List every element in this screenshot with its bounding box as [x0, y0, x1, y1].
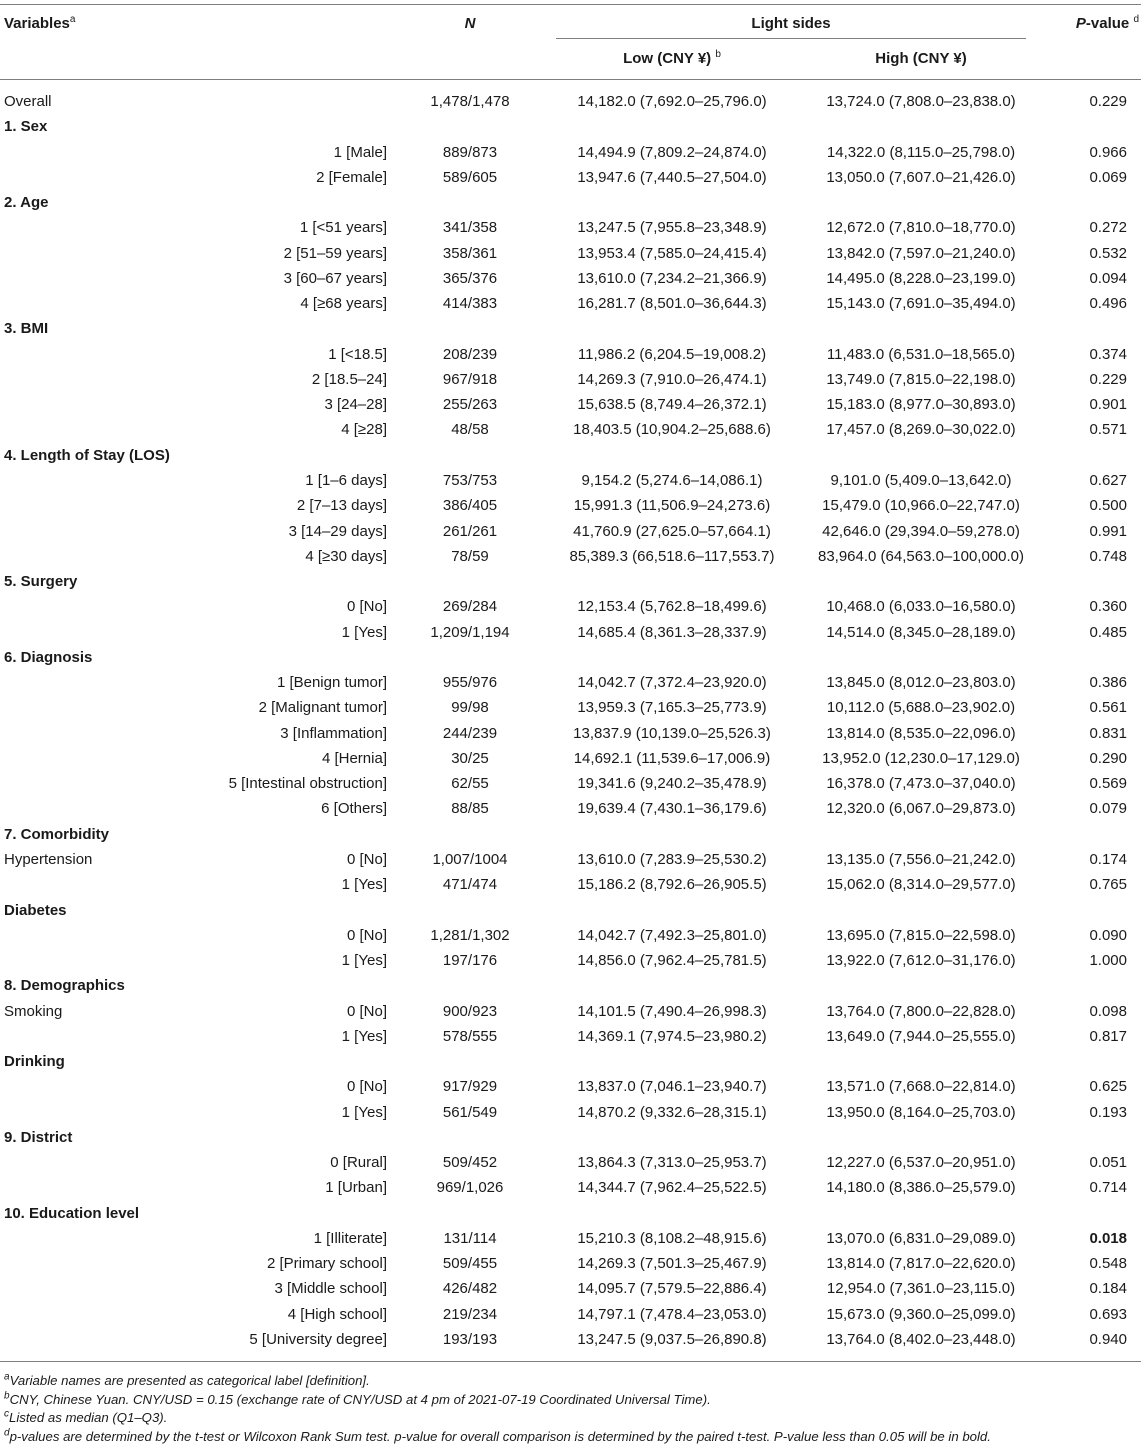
- table-section-row: [0, 569, 1141, 594]
- table-body: [0, 89, 1141, 1352]
- table-row: [0, 468, 1141, 493]
- cell-high-cost: 13,842.0 (7,597.0–21,240.0): [826, 244, 1016, 262]
- cell-p-value: 0.831: [1089, 724, 1127, 742]
- cell-n: 78/59: [451, 547, 489, 565]
- cell-p-value: 0.693: [1089, 1305, 1127, 1323]
- table-section-row: [0, 190, 1141, 215]
- cell-p-value: 0.548: [1089, 1255, 1127, 1273]
- cell-low-cost: 14,870.2 (9,332.6–28,315.1): [577, 1103, 767, 1121]
- cell-low-cost: 14,692.1 (11,539.6–17,006.9): [573, 749, 771, 767]
- light-sides-underline: [556, 38, 1026, 39]
- cell-category: 5 [University degree]: [249, 1331, 387, 1349]
- cell-low-cost: 15,991.3 (11,506.9–24,273.6): [573, 497, 771, 515]
- cell-category: 2 [Primary school]: [266, 1255, 387, 1273]
- table-row: [0, 1024, 1141, 1049]
- cell-p-value: 0.098: [1089, 1002, 1127, 1020]
- cell-n: 88/85: [451, 800, 489, 818]
- cell-high-cost: 13,571.0 (7,668.0–22,814.0): [826, 1078, 1016, 1096]
- cell-high-cost: 15,479.0 (10,966.0–22,747.0): [822, 497, 1020, 515]
- cell-category: 0 [No]: [346, 598, 387, 616]
- cell-low-cost: 13,959.3 (7,165.3–25,773.9): [577, 699, 767, 717]
- cell-high-cost: 10,468.0 (6,033.0–16,580.0): [826, 598, 1016, 616]
- cell-p-value: 0.229: [1089, 93, 1127, 110]
- cell-p-value: 0.748: [1089, 547, 1127, 565]
- cell-category: 1 [Yes]: [341, 876, 387, 894]
- table-row: [0, 1150, 1141, 1175]
- cell-p-value: 0.229: [1089, 370, 1127, 388]
- footnote: $^b$CNY, Chinese Yuan. CNY/USD = 0.15 (exchange rate of CNY/USD at 4 pm of 2021-07-19 Coordinated Universal Time).: [4, 1390, 711, 1407]
- cell-high-cost: 13,135.0 (7,556.0–21,242.0): [826, 850, 1016, 868]
- cell-category: 2 [51–59 years]: [283, 244, 387, 262]
- cell-n: 131/114: [443, 1229, 497, 1247]
- cell-p-value: 0.374: [1089, 345, 1127, 363]
- cell-p-value: 0.532: [1089, 244, 1127, 262]
- cell-category: 1 [<18.5]: [328, 345, 387, 363]
- cell-n: 753/753: [442, 471, 498, 489]
- cell-low-cost: 15,638.5 (8,749.4–26,372.1): [577, 396, 767, 414]
- cell-category: 5 [Intestinal obstruction]: [228, 775, 387, 793]
- header-rule: [0, 79, 1141, 80]
- cell-p-value: 0.485: [1089, 623, 1127, 641]
- cell-high-cost: 14,514.0 (8,345.0–28,189.0): [826, 623, 1016, 641]
- cell-high-cost: 10,112.0 (5,688.0–23,902.0): [826, 699, 1016, 717]
- cell-category: 6 [Others]: [321, 800, 387, 818]
- cell-low-cost: 15,210.3 (8,108.2–48,915.6): [577, 1229, 767, 1247]
- cell-variable: 9. District: [4, 1128, 73, 1146]
- cell-high-cost: 12,227.0 (6,537.0–20,951.0): [826, 1154, 1016, 1172]
- table-row: [0, 872, 1141, 897]
- cell-high-cost: 13,050.0 (7,607.0–21,426.0): [826, 168, 1016, 186]
- footnote: $^c$Listed as median (Q1–Q3).: [4, 1408, 168, 1426]
- header-light-sides: Light sides: [751, 15, 831, 32]
- cell-p-value: 0.174: [1089, 850, 1127, 868]
- cell-low-cost: 13,247.5 (9,037.5–26,890.8): [577, 1331, 767, 1349]
- cell-p-value: 0.500: [1089, 497, 1127, 515]
- cell-n: 386/405: [442, 497, 498, 515]
- cell-category: 2 [7–13 days]: [296, 497, 387, 515]
- cell-category: 1 [1–6 days]: [305, 471, 387, 489]
- cell-n: 509/452: [442, 1154, 498, 1172]
- cell-p-value: 0.571: [1089, 421, 1127, 439]
- table-row: [0, 215, 1141, 240]
- cell-high-cost: 12,672.0 (7,810.0–18,770.0): [826, 219, 1016, 237]
- top-rule: [0, 4, 1141, 5]
- cell-p-value: 0.901: [1089, 396, 1127, 414]
- table-row: [0, 241, 1141, 266]
- table-row: [0, 544, 1141, 569]
- cell-high-cost: 13,764.0 (8,402.0–23,448.0): [826, 1331, 1016, 1349]
- cell-high-cost: 42,646.0 (29,394.0–59,278.0): [822, 522, 1020, 540]
- cell-n: 969/1,026: [436, 1179, 504, 1197]
- cell-p-value: 0.627: [1089, 471, 1127, 489]
- table-section-row: [0, 443, 1141, 468]
- cell-variable: 7. Comorbidity: [4, 825, 110, 843]
- cell-low-cost: 14,042.7 (7,372.4–23,920.0): [577, 674, 767, 692]
- cell-n: 509/455: [442, 1255, 498, 1273]
- cell-category: 1 [Yes]: [341, 1027, 387, 1045]
- cell-high-cost: 11,483.0 (6,531.0–18,565.0): [826, 345, 1016, 363]
- cell-high-cost: 14,322.0 (8,115.0–25,798.0): [826, 143, 1016, 161]
- table-section-row: [0, 114, 1141, 139]
- cell-p-value: 0.272: [1089, 219, 1127, 237]
- cell-low-cost: 16,281.7 (8,501.0–36,644.3): [577, 295, 767, 313]
- cell-high-cost: 13,749.0 (7,815.0–22,198.0): [826, 370, 1016, 388]
- cell-category: 3 [60–67 years]: [283, 269, 387, 287]
- cell-p-value: 0.966: [1089, 143, 1127, 161]
- cell-low-cost: 13,247.5 (7,955.8–23,348.9): [577, 219, 767, 237]
- cell-category: 0 [Rural]: [330, 1154, 387, 1172]
- cell-category: 1 [Illiterate]: [313, 1229, 387, 1247]
- cell-high-cost: 15,062.0 (8,314.0–29,577.0): [826, 876, 1016, 894]
- cell-variable: Overall: [4, 93, 52, 110]
- cell-low-cost: 14,095.7 (7,579.5–22,886.4): [577, 1280, 767, 1298]
- cell-high-cost: 13,814.0 (7,817.0–22,620.0): [826, 1255, 1016, 1273]
- cell-low-cost: 14,344.7 (7,962.4–25,522.5): [577, 1179, 767, 1197]
- footnotes: [4, 1372, 1139, 1446]
- header-low: Low (CNY ¥) $^b$: [623, 49, 721, 67]
- table-row: [0, 266, 1141, 291]
- cell-category: 1 [Urban]: [325, 1179, 387, 1197]
- cell-low-cost: 14,494.9 (7,809.2–24,874.0): [577, 143, 767, 161]
- cell-variable: Diabetes: [4, 901, 67, 919]
- cell-variable: 3. BMI: [4, 320, 49, 338]
- table-row: [0, 493, 1141, 518]
- cell-high-cost: 13,922.0 (7,612.0–31,176.0): [826, 952, 1016, 970]
- cell-category: 1 [Yes]: [341, 952, 387, 970]
- cell-high-cost: 12,320.0 (6,067.0–29,873.0): [826, 800, 1016, 818]
- cell-p-value: 0.940: [1089, 1331, 1127, 1349]
- cell-category: 3 [Middle school]: [274, 1280, 387, 1298]
- table-row: [0, 367, 1141, 392]
- cell-n: 589/605: [442, 168, 498, 186]
- cell-n: 30/25: [451, 749, 489, 767]
- cell-low-cost: 14,685.4 (8,361.3–28,337.9): [577, 623, 767, 641]
- cell-p-value: 0.360: [1089, 598, 1127, 616]
- cell-low-cost: 13,610.0 (7,234.2–21,366.9): [577, 269, 767, 287]
- cell-variable: 10. Education level: [4, 1204, 140, 1222]
- cell-n: 208/239: [442, 345, 498, 363]
- cell-low-cost: 14,269.3 (7,501.3–25,467.9): [577, 1255, 767, 1273]
- cell-low-cost: 14,369.1 (7,974.5–23,980.2): [577, 1027, 767, 1045]
- cell-category: 1 [<51 years]: [299, 219, 387, 237]
- cell-n: 269/284: [442, 598, 498, 616]
- header-high: High (CNY ¥): [875, 50, 967, 67]
- table-row: [0, 999, 1141, 1024]
- table-row: [0, 165, 1141, 190]
- cell-n: 900/923: [442, 1002, 498, 1020]
- table-row: [0, 620, 1141, 645]
- cell-high-cost: 13,649.0 (7,944.0–25,555.0): [826, 1027, 1016, 1045]
- cell-category: 1 [Yes]: [341, 623, 387, 641]
- cell-p-value: 0.386: [1089, 674, 1127, 692]
- cell-high-cost: 13,952.0 (12,230.0–17,129.0): [822, 749, 1020, 767]
- cell-p-value: 0.714: [1089, 1179, 1127, 1197]
- cell-p-value: 0.496: [1089, 295, 1127, 313]
- cell-low-cost: 19,639.4 (7,430.1–36,179.6): [577, 800, 767, 818]
- cell-n: 99/98: [451, 699, 489, 717]
- table-row: [0, 1302, 1141, 1327]
- cell-p-value: 0.991: [1089, 522, 1127, 540]
- cell-high-cost: 15,183.0 (8,977.0–30,893.0): [826, 396, 1016, 414]
- cell-low-cost: 14,042.7 (7,492.3–25,801.0): [577, 926, 767, 944]
- cell-n: 1,007/1004: [432, 850, 508, 868]
- cell-category: 2 [Malignant tumor]: [258, 699, 387, 717]
- table-row: [0, 89, 1141, 114]
- cell-high-cost: 13,814.0 (8,535.0–22,096.0): [826, 724, 1016, 742]
- cell-category: 1 [Benign tumor]: [276, 674, 387, 692]
- table-row: [0, 923, 1141, 948]
- cell-n: 889/873: [442, 143, 498, 161]
- cell-low-cost: 13,947.6 (7,440.5–27,504.0): [577, 168, 767, 186]
- cell-high-cost: 12,954.0 (7,361.0–23,115.0): [826, 1280, 1016, 1298]
- cell-n: 244/239: [442, 724, 498, 742]
- cell-low-cost: 14,101.5 (7,490.4–26,998.3): [577, 1002, 767, 1020]
- cell-category: 4 [≥28]: [341, 421, 387, 439]
- cell-high-cost: 13,724.0 (7,808.0–23,838.0): [826, 93, 1016, 110]
- table-row: [0, 746, 1141, 771]
- cell-category: 2 [Female]: [316, 168, 387, 186]
- cell-low-cost: 14,182.0 (7,692.0–25,796.0): [577, 93, 767, 110]
- cell-n: 471/474: [442, 876, 498, 894]
- cell-category: 4 [≥30 days]: [305, 547, 387, 565]
- table-row: [0, 392, 1141, 417]
- footnote: $^a$Variable names are presented as categorical label [definition].: [4, 1371, 370, 1388]
- cell-p-value: 0.184: [1089, 1280, 1127, 1298]
- table-row: [0, 670, 1141, 695]
- cell-category: 0 [No]: [346, 926, 387, 944]
- cell-n: 341/358: [442, 219, 498, 237]
- cell-variable: 8. Demographics: [4, 977, 125, 995]
- cell-low-cost: 85,389.3 (66,518.6–117,553.7): [569, 547, 775, 565]
- cell-p-value: 0.193: [1089, 1103, 1127, 1121]
- table-section-row: [0, 645, 1141, 670]
- cell-n: 917/929: [442, 1078, 498, 1096]
- cell-category: 0 [No]: [346, 1078, 387, 1096]
- table-section-row: [0, 316, 1141, 341]
- table-section-row: [0, 822, 1141, 847]
- cell-p-value: 0.051: [1089, 1154, 1127, 1172]
- cell-n: 193/193: [442, 1331, 498, 1349]
- cell-n: 561/549: [442, 1103, 498, 1121]
- cell-high-cost: 17,457.0 (8,269.0–30,022.0): [826, 421, 1016, 439]
- cell-category: 1 [Male]: [333, 143, 387, 161]
- table-section-row: [0, 973, 1141, 998]
- table-row: [0, 342, 1141, 367]
- cell-variable: 5. Surgery: [4, 573, 78, 591]
- cell-p-value: 0.561: [1089, 699, 1127, 717]
- cell-high-cost: 15,673.0 (9,360.0–25,099.0): [826, 1305, 1016, 1323]
- cell-low-cost: 14,797.1 (7,478.4–23,053.0): [577, 1305, 767, 1323]
- table-row: [0, 519, 1141, 544]
- table-row: [0, 1175, 1141, 1200]
- table-section-row: [0, 1049, 1141, 1074]
- cell-high-cost: 15,143.0 (7,691.0–35,494.0): [826, 295, 1016, 313]
- cell-n: 578/555: [442, 1027, 498, 1045]
- cell-n: 967/918: [442, 370, 498, 388]
- table-row: [0, 721, 1141, 746]
- header-p-value: P-value $^d$: [1075, 14, 1139, 32]
- cell-p-value: 0.765: [1089, 876, 1127, 894]
- cell-category: 3 [14–29 days]: [288, 522, 387, 540]
- cell-low-cost: 18,403.5 (10,904.2–25,688.6): [573, 421, 771, 439]
- cell-category: 1 [Yes]: [341, 1103, 387, 1121]
- cell-n: 219/234: [442, 1305, 498, 1323]
- table-row: [0, 1074, 1141, 1099]
- table-row: [0, 1251, 1141, 1276]
- cell-n: 1,281/1,302: [430, 926, 510, 944]
- cell-variable: Hypertension: [4, 850, 93, 868]
- cell-n: 255/263: [442, 396, 498, 414]
- cell-category: 0 [No]: [346, 850, 387, 868]
- cell-variable: 4. Length of Stay (LOS): [4, 446, 170, 464]
- cell-n: 1,478/1,478: [430, 93, 510, 110]
- cell-p-value: 0.079: [1089, 800, 1127, 818]
- table-row: [0, 948, 1141, 973]
- cell-low-cost: 13,837.0 (7,046.1–23,940.7): [577, 1078, 767, 1096]
- table-section-row: [0, 1201, 1141, 1226]
- cell-variable: 6. Diagnosis: [4, 648, 93, 666]
- cell-n: 1,209/1,194: [430, 623, 510, 641]
- cell-low-cost: 15,186.2 (8,792.6–26,905.5): [577, 876, 767, 894]
- cell-p-value: 0.090: [1089, 926, 1127, 944]
- footnote: $^d$p-values are determined by the t-test or Wilcoxon Rank Sum test. p-value for overall comparison is determined by the paired t-test. P-value less than 0.05 will be in bold.: [4, 1427, 991, 1444]
- cell-p-value: 0.817: [1089, 1027, 1127, 1045]
- table-row: [0, 1327, 1141, 1352]
- header-n: N: [464, 15, 476, 32]
- cell-low-cost: 13,610.0 (7,283.9–25,530.2): [577, 850, 767, 868]
- cell-p-value: 0.569: [1089, 775, 1127, 793]
- cell-high-cost: 13,950.0 (8,164.0–25,703.0): [826, 1103, 1016, 1121]
- table-row: [0, 291, 1141, 316]
- cell-variable: Drinking: [4, 1053, 65, 1071]
- table-row: [0, 594, 1141, 619]
- cell-p-value: 1.000: [1089, 952, 1127, 970]
- table-row: [0, 847, 1141, 872]
- cell-low-cost: 19,341.6 (9,240.2–35,478.9): [577, 775, 767, 793]
- table-row: [0, 417, 1141, 442]
- cell-category: 4 [High school]: [287, 1305, 387, 1323]
- cell-n: 955/976: [442, 674, 498, 692]
- header-variables: Variables$^a$: [4, 14, 76, 32]
- cell-low-cost: 9,154.2 (5,274.6–14,086.1): [581, 471, 763, 489]
- cell-low-cost: 14,856.0 (7,962.4–25,781.5): [577, 952, 767, 970]
- cell-high-cost: 14,180.0 (8,386.0–25,579.0): [826, 1179, 1016, 1197]
- cell-low-cost: 13,837.9 (10,139.0–25,526.3): [573, 724, 771, 742]
- table-section-row: [0, 1125, 1141, 1150]
- cell-p-value: 0.625: [1089, 1078, 1127, 1096]
- cell-category: 2 [18.5–24]: [311, 370, 387, 388]
- table-row: [0, 1276, 1141, 1301]
- table-row: [0, 771, 1141, 796]
- cell-high-cost: 13,695.0 (7,815.0–22,598.0): [826, 926, 1016, 944]
- cell-high-cost: 13,764.0 (7,800.0–22,828.0): [826, 1002, 1016, 1020]
- cell-variable: 2. Age: [4, 194, 49, 212]
- cell-high-cost: 16,378.0 (7,473.0–37,040.0): [826, 775, 1016, 793]
- cell-low-cost: 13,864.3 (7,313.0–25,953.7): [577, 1154, 767, 1172]
- cell-category: 3 [24–28]: [324, 396, 387, 414]
- cell-category: 4 [Hernia]: [321, 749, 387, 767]
- table-section-row: [0, 898, 1141, 923]
- cell-p-value: 0.290: [1089, 749, 1127, 767]
- cell-low-cost: 14,269.3 (7,910.0–26,474.1): [577, 370, 767, 388]
- cell-high-cost: 13,845.0 (8,012.0–23,803.0): [826, 674, 1016, 692]
- table-row: [0, 1226, 1141, 1251]
- cell-n: 414/383: [442, 295, 498, 313]
- table-row: [0, 695, 1141, 720]
- cell-low-cost: 12,153.4 (5,762.8–18,499.6): [577, 598, 767, 616]
- cell-n: 261/261: [442, 522, 498, 540]
- table-row: [0, 1100, 1141, 1125]
- cell-category: 0 [No]: [346, 1002, 387, 1020]
- cell-high-cost: 14,495.0 (8,228.0–23,199.0): [826, 269, 1016, 287]
- table-row: [0, 796, 1141, 821]
- cell-low-cost: 13,953.4 (7,585.0–24,415.4): [577, 244, 767, 262]
- cell-p-value: 0.069: [1089, 168, 1127, 186]
- cell-high-cost: 83,964.0 (64,563.0–100,000.0): [817, 547, 1024, 565]
- cell-high-cost: 9,101.0 (5,409.0–13,642.0): [830, 471, 1012, 489]
- cell-low-cost: 41,760.9 (27,625.0–57,664.1): [573, 522, 771, 540]
- bottom-rule: [0, 1361, 1141, 1362]
- cell-category: 4 [≥68 years]: [300, 295, 387, 313]
- cell-p-value: 0.018: [1089, 1229, 1127, 1247]
- cell-n: 62/55: [451, 775, 489, 793]
- cell-high-cost: 13,070.0 (6,831.0–29,089.0): [826, 1229, 1016, 1247]
- cell-n: 426/482: [442, 1280, 498, 1298]
- cell-n: 48/58: [451, 421, 489, 439]
- cell-n: 197/176: [442, 952, 498, 970]
- cell-n: 365/376: [442, 269, 498, 287]
- cell-variable: Smoking: [4, 1002, 63, 1020]
- cell-low-cost: 11,986.2 (6,204.5–19,008.2): [577, 345, 767, 363]
- cell-p-value: 0.094: [1089, 269, 1127, 287]
- cell-n: 358/361: [442, 244, 498, 262]
- cell-category: 3 [Inflammation]: [280, 724, 387, 742]
- cell-variable: 1. Sex: [4, 118, 48, 136]
- table-row: [0, 140, 1141, 165]
